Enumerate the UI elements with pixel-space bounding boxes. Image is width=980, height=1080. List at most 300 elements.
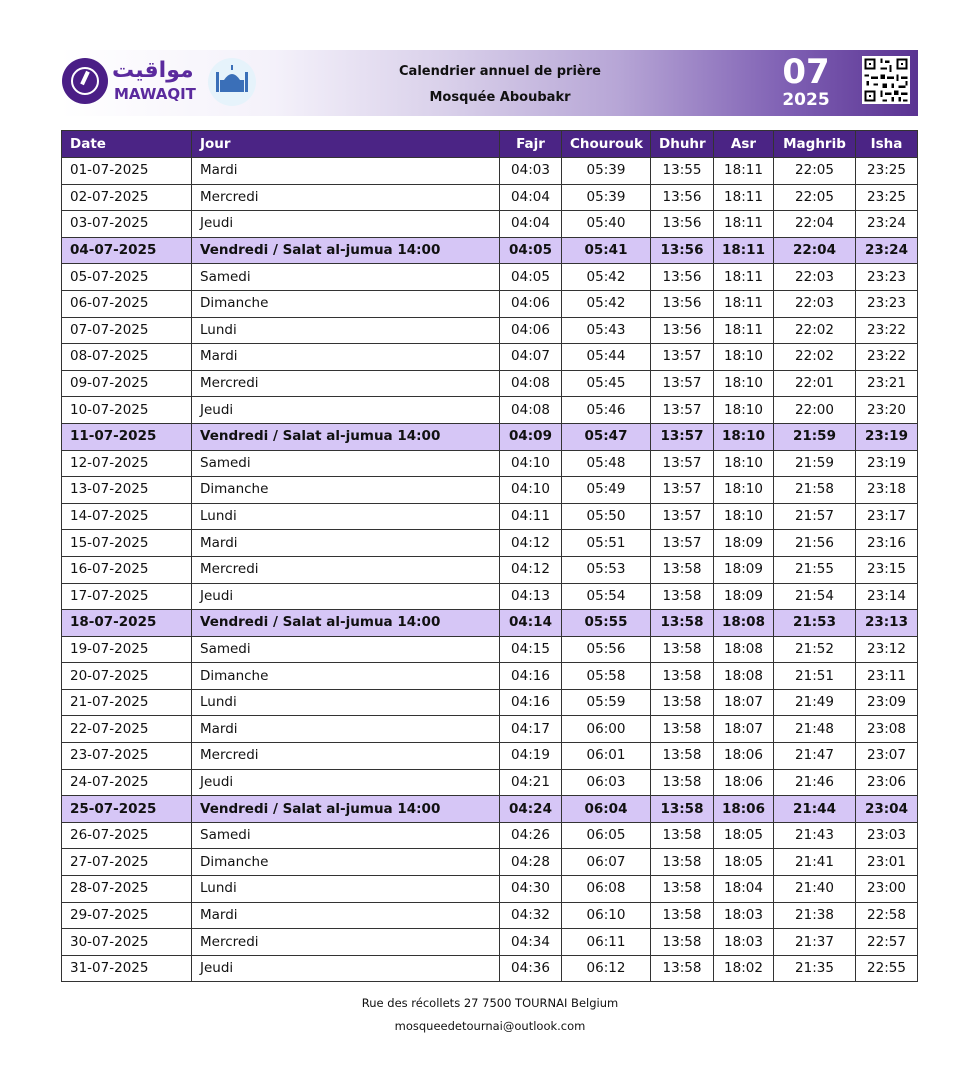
table-row <box>62 450 918 477</box>
chourouk-cell: 06:03 <box>562 769 651 796</box>
day-cell: Jeudi <box>192 955 500 982</box>
chourouk-cell: 05:55 <box>562 610 651 637</box>
chourouk-cell: 05:39 <box>562 184 651 211</box>
qr-code-icon <box>862 56 910 104</box>
table-header-row <box>62 131 918 158</box>
maghrib-cell: 22:05 <box>774 184 856 211</box>
asr-cell: 18:11 <box>714 211 774 238</box>
chourouk-cell: 05:59 <box>562 689 651 716</box>
isha-cell: 23:22 <box>856 317 918 344</box>
asr-cell: 18:11 <box>714 158 774 185</box>
dhuhr-cell: 13:57 <box>651 450 714 477</box>
day-cell: Mercredi <box>192 556 500 583</box>
isha-cell: 22:57 <box>856 929 918 956</box>
column-header-maghrib: Maghrib <box>774 131 856 158</box>
fajr-cell: 04:12 <box>500 556 562 583</box>
isha-cell: 23:17 <box>856 503 918 530</box>
asr-cell: 18:11 <box>714 290 774 317</box>
date-cell: 09-07-2025 <box>62 370 192 397</box>
fajr-cell: 04:36 <box>500 955 562 982</box>
fajr-cell: 04:13 <box>500 583 562 610</box>
day-cell: Jeudi <box>192 769 500 796</box>
asr-cell: 18:10 <box>714 344 774 371</box>
date-cell: 27-07-2025 <box>62 849 192 876</box>
fajr-cell: 04:28 <box>500 849 562 876</box>
footer-email: mosqueedetournai@outlook.com <box>394 1019 586 1033</box>
brand-name: MAWAQIT <box>114 85 196 103</box>
maghrib-cell: 22:01 <box>774 370 856 397</box>
month-number: 07 <box>782 52 830 92</box>
asr-cell: 18:10 <box>714 477 774 504</box>
date-cell: 02-07-2025 <box>62 184 192 211</box>
dhuhr-cell: 13:57 <box>651 477 714 504</box>
table-row <box>62 158 918 185</box>
asr-cell: 18:06 <box>714 796 774 823</box>
fajr-cell: 04:06 <box>500 317 562 344</box>
fajr-cell: 04:05 <box>500 264 562 291</box>
isha-cell: 23:23 <box>856 290 918 317</box>
asr-cell: 18:11 <box>714 184 774 211</box>
isha-cell: 23:18 <box>856 477 918 504</box>
table-row <box>62 211 918 238</box>
date-cell: 14-07-2025 <box>62 503 192 530</box>
asr-cell: 18:05 <box>714 822 774 849</box>
date-cell: 30-07-2025 <box>62 929 192 956</box>
table-row <box>62 876 918 903</box>
table-row <box>62 583 918 610</box>
fajr-cell: 04:16 <box>500 663 562 690</box>
isha-cell: 23:20 <box>856 397 918 424</box>
asr-cell: 18:09 <box>714 556 774 583</box>
day-cell: Jeudi <box>192 583 500 610</box>
isha-cell: 23:21 <box>856 370 918 397</box>
maghrib-cell: 22:03 <box>774 264 856 291</box>
asr-cell: 18:11 <box>714 264 774 291</box>
chourouk-cell: 05:47 <box>562 423 651 450</box>
dhuhr-cell: 13:58 <box>651 663 714 690</box>
dhuhr-cell: 13:58 <box>651 716 714 743</box>
maghrib-cell: 21:35 <box>774 955 856 982</box>
chourouk-cell: 05:54 <box>562 583 651 610</box>
day-cell: Lundi <box>192 876 500 903</box>
fajr-cell: 04:03 <box>500 158 562 185</box>
day-cell: Vendredi / Salat al-jumua 14:00 <box>192 610 500 637</box>
asr-cell: 18:10 <box>714 503 774 530</box>
table-row <box>62 902 918 929</box>
dhuhr-cell: 13:58 <box>651 955 714 982</box>
maghrib-cell: 21:55 <box>774 556 856 583</box>
date-cell: 15-07-2025 <box>62 530 192 557</box>
dhuhr-cell: 13:57 <box>651 423 714 450</box>
fajr-cell: 04:10 <box>500 450 562 477</box>
day-cell: Mercredi <box>192 370 500 397</box>
date-cell: 17-07-2025 <box>62 583 192 610</box>
column-header-chourouk: Chourouk <box>562 131 651 158</box>
fajr-cell: 04:34 <box>500 929 562 956</box>
date-cell: 29-07-2025 <box>62 902 192 929</box>
date-cell: 23-07-2025 <box>62 743 192 770</box>
maghrib-cell: 21:57 <box>774 503 856 530</box>
day-cell: Lundi <box>192 317 500 344</box>
isha-cell: 23:01 <box>856 849 918 876</box>
dhuhr-cell: 13:58 <box>651 769 714 796</box>
column-header-date: Date <box>62 131 192 158</box>
dhuhr-cell: 13:58 <box>651 822 714 849</box>
date-cell: 19-07-2025 <box>62 636 192 663</box>
maghrib-cell: 21:49 <box>774 689 856 716</box>
isha-cell: 22:58 <box>856 902 918 929</box>
chourouk-cell: 05:51 <box>562 530 651 557</box>
chourouk-cell: 05:39 <box>562 158 651 185</box>
isha-cell: 23:13 <box>856 610 918 637</box>
fajr-cell: 04:04 <box>500 184 562 211</box>
maghrib-cell: 21:59 <box>774 423 856 450</box>
table-row <box>62 530 918 557</box>
day-cell: Vendredi / Salat al-jumua 14:00 <box>192 237 500 264</box>
maghrib-cell: 21:40 <box>774 876 856 903</box>
chourouk-cell: 05:50 <box>562 503 651 530</box>
table-row <box>62 769 918 796</box>
isha-cell: 23:09 <box>856 689 918 716</box>
day-cell: Mardi <box>192 158 500 185</box>
maghrib-cell: 21:38 <box>774 902 856 929</box>
isha-cell: 23:03 <box>856 822 918 849</box>
table-row <box>62 822 918 849</box>
asr-cell: 18:09 <box>714 530 774 557</box>
isha-cell: 22:55 <box>856 955 918 982</box>
isha-cell: 23:19 <box>856 450 918 477</box>
dhuhr-cell: 13:56 <box>651 237 714 264</box>
day-cell: Jeudi <box>192 211 500 238</box>
table-row <box>62 370 918 397</box>
table-row <box>62 743 918 770</box>
dhuhr-cell: 13:58 <box>651 929 714 956</box>
dhuhr-cell: 13:58 <box>651 743 714 770</box>
table-row <box>62 290 918 317</box>
chourouk-cell: 05:42 <box>562 264 651 291</box>
fajr-cell: 04:17 <box>500 716 562 743</box>
fajr-cell: 04:19 <box>500 743 562 770</box>
isha-cell: 23:25 <box>856 158 918 185</box>
table-row <box>62 716 918 743</box>
table-row <box>62 503 918 530</box>
table-row <box>62 689 918 716</box>
table-row <box>62 849 918 876</box>
day-cell: Samedi <box>192 450 500 477</box>
dhuhr-cell: 13:56 <box>651 290 714 317</box>
maghrib-cell: 21:53 <box>774 610 856 637</box>
chourouk-cell: 05:42 <box>562 290 651 317</box>
asr-cell: 18:08 <box>714 663 774 690</box>
fajr-cell: 04:14 <box>500 610 562 637</box>
mosque-name: Mosquée Aboubakr <box>429 90 571 105</box>
day-cell: Dimanche <box>192 663 500 690</box>
date-cell: 11-07-2025 <box>62 423 192 450</box>
day-cell: Samedi <box>192 822 500 849</box>
friday-row <box>62 423 918 450</box>
fajr-cell: 04:21 <box>500 769 562 796</box>
date-cell: 24-07-2025 <box>62 769 192 796</box>
isha-cell: 23:04 <box>856 796 918 823</box>
maghrib-cell: 21:47 <box>774 743 856 770</box>
isha-cell: 23:15 <box>856 556 918 583</box>
maghrib-cell: 22:02 <box>774 317 856 344</box>
date-cell: 05-07-2025 <box>62 264 192 291</box>
fajr-cell: 04:04 <box>500 211 562 238</box>
year-number: 2025 <box>782 90 830 110</box>
chourouk-cell: 06:10 <box>562 902 651 929</box>
fajr-cell: 04:15 <box>500 636 562 663</box>
asr-cell: 18:10 <box>714 397 774 424</box>
asr-cell: 18:03 <box>714 929 774 956</box>
table-row <box>62 344 918 371</box>
chourouk-cell: 05:48 <box>562 450 651 477</box>
column-header-asr: Asr <box>714 131 774 158</box>
day-cell: Lundi <box>192 689 500 716</box>
chourouk-cell: 06:07 <box>562 849 651 876</box>
maghrib-cell: 21:51 <box>774 663 856 690</box>
column-header-dhuhr: Dhuhr <box>651 131 714 158</box>
isha-cell: 23:24 <box>856 237 918 264</box>
day-cell: Mercredi <box>192 929 500 956</box>
dhuhr-cell: 13:58 <box>651 636 714 663</box>
asr-cell: 18:03 <box>714 902 774 929</box>
asr-cell: 18:10 <box>714 423 774 450</box>
isha-cell: 23:23 <box>856 264 918 291</box>
mawaqit-logo-icon <box>62 58 108 104</box>
fajr-cell: 04:09 <box>500 423 562 450</box>
day-cell: Samedi <box>192 636 500 663</box>
date-cell: 03-07-2025 <box>62 211 192 238</box>
chourouk-cell: 06:08 <box>562 876 651 903</box>
isha-cell: 23:19 <box>856 423 918 450</box>
asr-cell: 18:10 <box>714 450 774 477</box>
date-cell: 12-07-2025 <box>62 450 192 477</box>
chourouk-cell: 06:12 <box>562 955 651 982</box>
column-header-isha: Isha <box>856 131 918 158</box>
chourouk-cell: 05:43 <box>562 317 651 344</box>
maghrib-cell: 22:04 <box>774 237 856 264</box>
chourouk-cell: 05:49 <box>562 477 651 504</box>
chourouk-cell: 06:04 <box>562 796 651 823</box>
table-row <box>62 184 918 211</box>
maghrib-cell: 21:46 <box>774 769 856 796</box>
dhuhr-cell: 13:57 <box>651 344 714 371</box>
dhuhr-cell: 13:57 <box>651 503 714 530</box>
isha-cell: 23:07 <box>856 743 918 770</box>
maghrib-cell: 21:37 <box>774 929 856 956</box>
fajr-cell: 04:08 <box>500 397 562 424</box>
date-cell: 16-07-2025 <box>62 556 192 583</box>
maghrib-cell: 22:04 <box>774 211 856 238</box>
day-cell: Mardi <box>192 344 500 371</box>
asr-cell: 18:08 <box>714 610 774 637</box>
dhuhr-cell: 13:55 <box>651 158 714 185</box>
day-cell: Mercredi <box>192 184 500 211</box>
day-cell: Vendredi / Salat al-jumua 14:00 <box>192 423 500 450</box>
column-header-fajr: Fajr <box>500 131 562 158</box>
dhuhr-cell: 13:56 <box>651 211 714 238</box>
fajr-cell: 04:30 <box>500 876 562 903</box>
chourouk-cell: 06:11 <box>562 929 651 956</box>
table-row <box>62 663 918 690</box>
date-cell: 25-07-2025 <box>62 796 192 823</box>
date-cell: 22-07-2025 <box>62 716 192 743</box>
fajr-cell: 04:05 <box>500 237 562 264</box>
dhuhr-cell: 13:58 <box>651 610 714 637</box>
date-cell: 07-07-2025 <box>62 317 192 344</box>
asr-cell: 18:04 <box>714 876 774 903</box>
maghrib-cell: 21:44 <box>774 796 856 823</box>
maghrib-cell: 22:03 <box>774 290 856 317</box>
column-header-day: Jour <box>192 131 500 158</box>
maghrib-cell: 22:05 <box>774 158 856 185</box>
chourouk-cell: 06:00 <box>562 716 651 743</box>
chourouk-cell: 06:05 <box>562 822 651 849</box>
dhuhr-cell: 13:57 <box>651 370 714 397</box>
isha-cell: 23:06 <box>856 769 918 796</box>
maghrib-cell: 21:52 <box>774 636 856 663</box>
maghrib-cell: 22:02 <box>774 344 856 371</box>
asr-cell: 18:05 <box>714 849 774 876</box>
dhuhr-cell: 13:58 <box>651 876 714 903</box>
chourouk-cell: 06:01 <box>562 743 651 770</box>
asr-cell: 18:07 <box>714 689 774 716</box>
dhuhr-cell: 13:58 <box>651 689 714 716</box>
table-row <box>62 636 918 663</box>
dhuhr-cell: 13:58 <box>651 849 714 876</box>
fajr-cell: 04:16 <box>500 689 562 716</box>
day-cell: Vendredi / Salat al-jumua 14:00 <box>192 796 500 823</box>
table-row <box>62 397 918 424</box>
dhuhr-cell: 13:58 <box>651 902 714 929</box>
maghrib-cell: 21:43 <box>774 822 856 849</box>
isha-cell: 23:11 <box>856 663 918 690</box>
brand-arabic-name: مواقيت <box>112 58 194 83</box>
mosque-logo-icon <box>206 56 258 108</box>
fajr-cell: 04:07 <box>500 344 562 371</box>
fajr-cell: 04:11 <box>500 503 562 530</box>
day-cell: Mercredi <box>192 743 500 770</box>
day-cell: Mardi <box>192 530 500 557</box>
date-cell: 10-07-2025 <box>62 397 192 424</box>
isha-cell: 23:25 <box>856 184 918 211</box>
dhuhr-cell: 13:56 <box>651 264 714 291</box>
date-cell: 13-07-2025 <box>62 477 192 504</box>
maghrib-cell: 21:59 <box>774 450 856 477</box>
fajr-cell: 04:08 <box>500 370 562 397</box>
fajr-cell: 04:32 <box>500 902 562 929</box>
chourouk-cell: 05:45 <box>562 370 651 397</box>
day-cell: Mardi <box>192 902 500 929</box>
day-cell: Lundi <box>192 503 500 530</box>
date-cell: 21-07-2025 <box>62 689 192 716</box>
asr-cell: 18:06 <box>714 743 774 770</box>
table-row <box>62 317 918 344</box>
day-cell: Dimanche <box>192 477 500 504</box>
asr-cell: 18:09 <box>714 583 774 610</box>
dhuhr-cell: 13:58 <box>651 796 714 823</box>
fajr-cell: 04:12 <box>500 530 562 557</box>
date-cell: 26-07-2025 <box>62 822 192 849</box>
date-cell: 20-07-2025 <box>62 663 192 690</box>
chourouk-cell: 05:40 <box>562 211 651 238</box>
dhuhr-cell: 13:57 <box>651 397 714 424</box>
table-row <box>62 955 918 982</box>
chourouk-cell: 05:44 <box>562 344 651 371</box>
chourouk-cell: 05:53 <box>562 556 651 583</box>
asr-cell: 18:06 <box>714 769 774 796</box>
fajr-cell: 04:26 <box>500 822 562 849</box>
isha-cell: 23:12 <box>856 636 918 663</box>
maghrib-cell: 21:58 <box>774 477 856 504</box>
date-cell: 04-07-2025 <box>62 237 192 264</box>
calendar-header <box>60 50 918 116</box>
maghrib-cell: 21:54 <box>774 583 856 610</box>
day-cell: Mardi <box>192 716 500 743</box>
fajr-cell: 04:10 <box>500 477 562 504</box>
chourouk-cell: 05:41 <box>562 237 651 264</box>
calendar-title: Calendrier annuel de prière <box>399 64 601 79</box>
isha-cell: 23:24 <box>856 211 918 238</box>
dhuhr-cell: 13:57 <box>651 530 714 557</box>
isha-cell: 23:16 <box>856 530 918 557</box>
isha-cell: 23:08 <box>856 716 918 743</box>
asr-cell: 18:02 <box>714 955 774 982</box>
friday-row <box>62 237 918 264</box>
date-cell: 28-07-2025 <box>62 876 192 903</box>
isha-cell: 23:00 <box>856 876 918 903</box>
chourouk-cell: 05:56 <box>562 636 651 663</box>
maghrib-cell: 21:41 <box>774 849 856 876</box>
isha-cell: 23:14 <box>856 583 918 610</box>
dhuhr-cell: 13:58 <box>651 556 714 583</box>
dhuhr-cell: 13:56 <box>651 184 714 211</box>
date-cell: 18-07-2025 <box>62 610 192 637</box>
table-row <box>62 556 918 583</box>
table-row <box>62 477 918 504</box>
table-row <box>62 264 918 291</box>
dhuhr-cell: 13:56 <box>651 317 714 344</box>
isha-cell: 23:22 <box>856 344 918 371</box>
friday-row <box>62 610 918 637</box>
chourouk-cell: 05:58 <box>562 663 651 690</box>
friday-row <box>62 796 918 823</box>
asr-cell: 18:10 <box>714 370 774 397</box>
asr-cell: 18:11 <box>714 317 774 344</box>
day-cell: Dimanche <box>192 849 500 876</box>
maghrib-cell: 22:00 <box>774 397 856 424</box>
date-cell: 08-07-2025 <box>62 344 192 371</box>
day-cell: Dimanche <box>192 290 500 317</box>
maghrib-cell: 21:56 <box>774 530 856 557</box>
chourouk-cell: 05:46 <box>562 397 651 424</box>
date-cell: 01-07-2025 <box>62 158 192 185</box>
footer-address: Rue des récollets 27 7500 TOURNAI Belgium <box>361 996 619 1010</box>
asr-cell: 18:08 <box>714 636 774 663</box>
fajr-cell: 04:06 <box>500 290 562 317</box>
fajr-cell: 04:24 <box>500 796 562 823</box>
date-cell: 06-07-2025 <box>62 290 192 317</box>
asr-cell: 18:11 <box>714 237 774 264</box>
day-cell: Samedi <box>192 264 500 291</box>
prayer-times-table <box>61 130 918 982</box>
day-cell: Jeudi <box>192 397 500 424</box>
dhuhr-cell: 13:58 <box>651 583 714 610</box>
date-cell: 31-07-2025 <box>62 955 192 982</box>
table-row <box>62 929 918 956</box>
maghrib-cell: 21:48 <box>774 716 856 743</box>
